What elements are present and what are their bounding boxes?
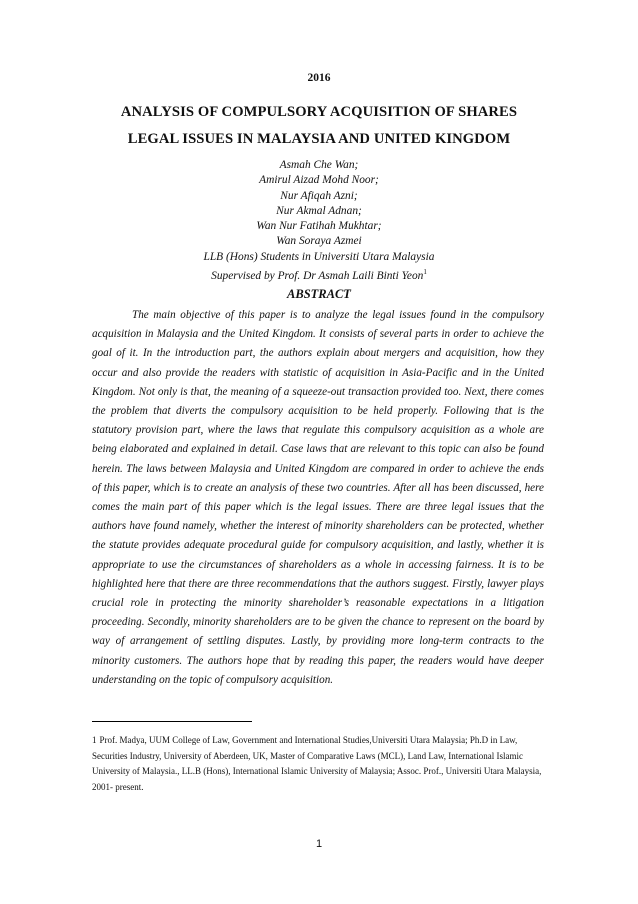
supervisor-text: Supervised by Prof. Dr Asmah Laili Binti Yeon (211, 269, 424, 282)
footnote-divider (92, 721, 252, 722)
author-block (0, 158, 638, 284)
author-name: Wan Nur Fatihah Mukhtar; (256, 220, 382, 233)
author-name: Nur Afiqah Azni; (280, 189, 358, 202)
abstract-body: The main objective of this paper is to analyze the legal issues found in the compulsory acquisition in Malaysia and the United Kingdom. It consists of several parts in order to achieve the goal of it. In the introduction part, the authors explain about mergers and acquisition, how they occur and also provide the readers with statistic of acquisition in Asia-Pacific and in the United Kingdom. Not only is that, the meaning of a squeeze-out transaction provided too. Next, there comes the problem that diverts the compulsory acquisition to be held properly. Following that is the statutory provision part, where the laws that regulate this compulsory acquisition as a whole are being elaborated and explained in detail. Case laws that are relevant to this topic can also be found herein. The laws between Malaysia and United Kingdom are compared in order to achieve the ends of this paper, which is to create an analysis of these two countries. After all has been discussed, here comes the main part of this paper which is the legal issues. There are three legal issues that the authors have found namely, whether the interest of minority shareholders can be protected, whether the statute provides adequate procedural guide for compulsory acquisition, and lastly, whether it is appropriate to use the circumstances of shareholders as a whole in accessing fairness. It is to be highlighted here that there are three recommendations that the authors suggest. Firstly, lawyer plays crucial role in protecting the minority shareholder’s reasonable expectations in a litigation proceeding. Secondly, minority shareholders are to be given the chance to represent on the board by way of arrangement of settling disputes. Lastly, by providing more long-term contracts to the minority customers. The authors hope that by reading this paper, the readers would have deeper understanding on the topic of compulsory acquisition. (92, 309, 544, 686)
author-name: Asmah Che Wan; (279, 159, 359, 171)
abstract-heading: ABSTRACT (287, 287, 351, 301)
title-line-2: LEGAL ISSUES IN MALAYSIA AND UNITED KINGDOM (127, 131, 511, 147)
footnote-text: Prof. Madya, UUM College of Law, Government and International Studies,Universiti Utara Malaysia; Ph.D in Law, Securities Industry, University of Aberdeen, UK, Master of Comparative Laws (MCL), Land Law, International Islamic University of Malaysia., LL.B (Hons), International Islamic University of Malaysia; Assoc. Prof., Universiti Utara Malaysia, 2001- present. (92, 735, 542, 792)
author-name: Nur Akmal Adnan; (276, 204, 362, 217)
supervisor-line (0, 265, 638, 284)
page-number: 1 (315, 838, 323, 850)
author-name: Amirul Aizad Mohd Noor; (259, 174, 379, 187)
footnote-mark: 1 (92, 735, 97, 745)
footnote (92, 733, 544, 795)
footnote-reference[interactable]: 1 (423, 268, 427, 277)
author-name: Wan Soraya Azmei (276, 235, 362, 248)
author-affiliation: LLB (Hons) Students in Universiti Utara Malaysia (203, 250, 435, 263)
title-line-1: ANALYSIS OF COMPULSORY ACQUISITION OF SHARES (120, 104, 518, 120)
year-header: 2016 (307, 72, 331, 84)
